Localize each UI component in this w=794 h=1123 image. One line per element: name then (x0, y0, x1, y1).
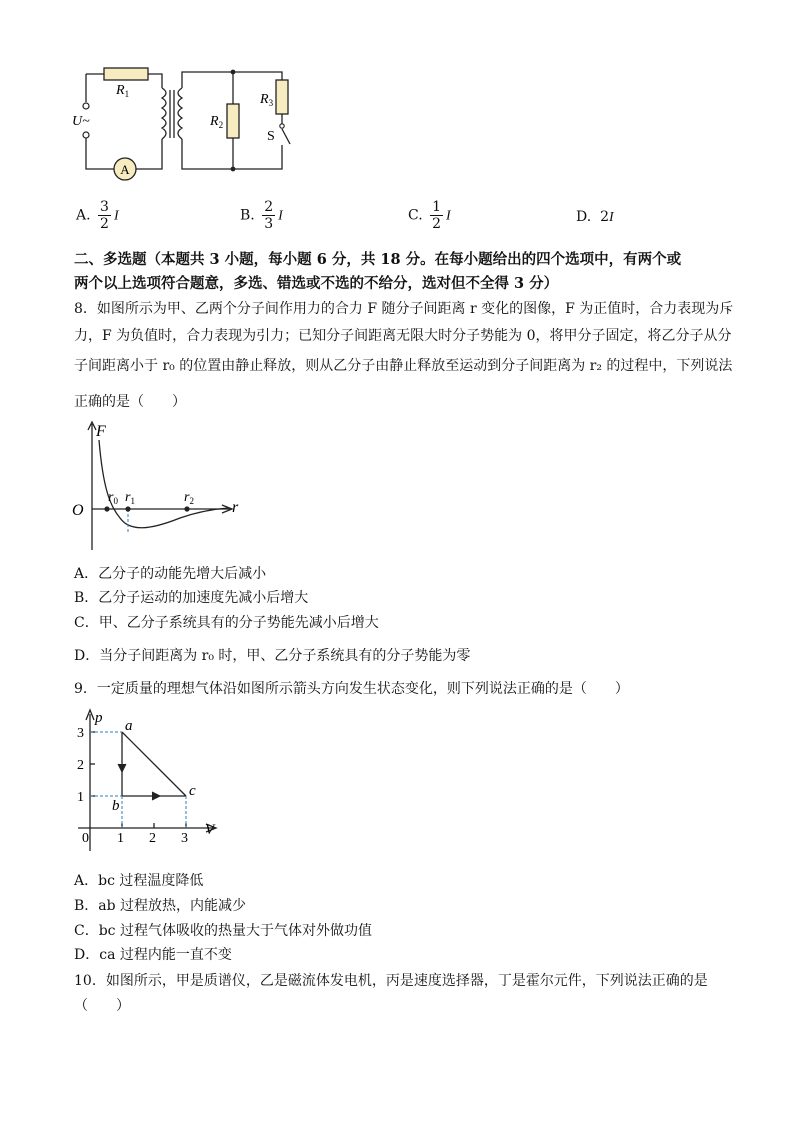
resistor-r2 (227, 104, 239, 138)
svg-text:O: O (72, 502, 84, 519)
svg-text:3: 3 (181, 831, 188, 846)
force-distance-graph (70, 418, 250, 554)
pv-graph (72, 706, 232, 856)
q10-stem-line2: （ ） (74, 998, 130, 1014)
q9-option-b: B．ab 过程放热，内能减少 (74, 898, 247, 914)
q8-option-c: C．甲、乙分子系统具有的分子势能先减小后增大 (74, 615, 379, 631)
svg-text:3: 3 (77, 726, 84, 741)
svg-text:c: c (189, 783, 196, 799)
q9-option-d: D．ca 过程内能一直不变 (74, 947, 232, 963)
svg-text:R2: $R_2$ (210, 114, 224, 130)
svg-text:U~: U~ (72, 114, 90, 129)
q10-stem-line1: 10．如图所示，甲是质谱仪，乙是磁流体发电机，丙是速度选择器，丁是霍尔元件，下列说法正确的是 (74, 973, 708, 989)
q8-option-a: A．乙分子的动能先增大后减小 (74, 566, 267, 582)
section2-heading-line2: 两个以上选项符合题意，多选、错选或不选的不给分，选对但不全得 3 分） (74, 275, 559, 292)
resistor-r1 (104, 68, 148, 80)
q8-option-b: B．乙分子运动的加速度先减小后增大 (74, 590, 309, 606)
q7-option-d: D. 2I (576, 209, 614, 225)
q8-stem-line1: 8．如图所示为甲、乙两个分子间作用力的合力 F 随分子间距离 r 变化的图像，F 为正值时，合力表现为斥 (74, 301, 734, 317)
svg-text:r2: $r_2$ (184, 490, 194, 506)
q8-stem-line3: 子间距离小于 r₀ 的位置由静止释放，则从乙分子由静止释放至运动到分子间距离为 r₂ 的过程中，下列说法 (74, 358, 733, 374)
svg-text:a: a (125, 718, 133, 734)
circuit-diagram (70, 58, 310, 184)
svg-text:p: p (95, 710, 103, 726)
q9-option-c: C．bc 过程气体吸收的热量大于气体对外做功值 (74, 923, 372, 939)
svg-text:1: 1 (77, 790, 84, 805)
section2-heading-line1: 二、多选题（本题共 3 小题，每小题 6 分，共 18 分。在每小题给出的四个选项中，有两个或 (74, 251, 682, 268)
q9-stem: 9．一定质量的理想气体沿如图所示箭头方向发生状态变化，则下列说法正确的是（ ） (74, 681, 629, 697)
svg-text:A: A (120, 162, 130, 177)
svg-text:2: 2 (77, 758, 84, 773)
q8-option-d: D．当分子间距离为 r₀ 时，甲、乙分子系统具有的分子势能为零 (74, 648, 471, 664)
svg-text:S: S (267, 129, 275, 144)
svg-text:r0: $r_0$ (108, 490, 118, 506)
svg-text:R1: $R_1$ (116, 83, 130, 99)
svg-text:0: 0 (82, 831, 89, 846)
svg-text:1: 1 (117, 831, 124, 846)
svg-text:R3: $R_3$ (260, 92, 274, 108)
q8-stem-line4: 正确的是（ ） (74, 394, 186, 410)
q8-stem-line2: 力，F 为负值时，合力表现为引力；已知分子间距离无限大时分子势能为 0，将甲分子固定，将乙分子从分 (74, 328, 732, 344)
svg-text:F: F (96, 423, 106, 440)
q7-option-c: C. $\frac{1}{2}$ I (408, 199, 451, 232)
resistor-r3 (276, 80, 288, 114)
svg-text:r: r (232, 499, 239, 516)
q7-option-b: B. $\frac{2}{3}$ I (240, 199, 283, 232)
svg-text:b: b (112, 798, 120, 814)
svg-text:2: 2 (149, 831, 156, 846)
svg-text:r1: $r_1$ (125, 490, 135, 506)
q7-option-a: A. $\frac{3}{2}$ I (76, 199, 119, 232)
svg-text:V: V (205, 822, 215, 838)
q9-option-a: A．bc 过程温度降低 (74, 873, 204, 889)
